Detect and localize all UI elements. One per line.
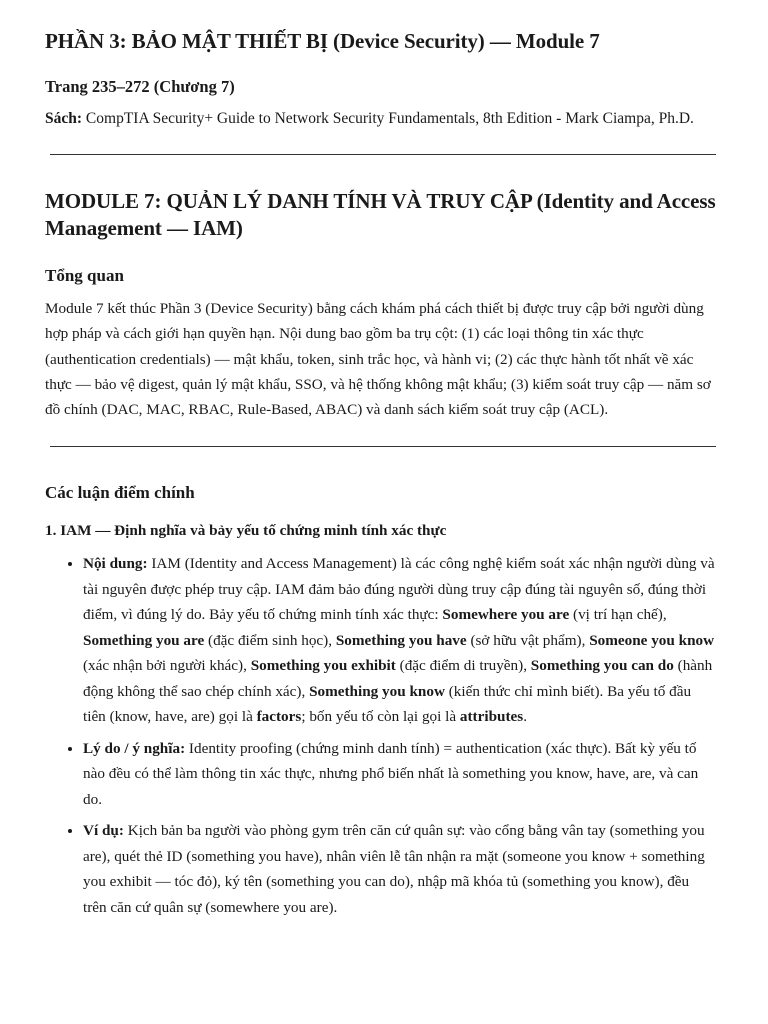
example-label: Ví dụ:: [83, 822, 124, 840]
book-text: CompTIA Security+ Guide to Network Security Fundamentals, 8th Edition - Mark Ciampa, Ph.D.: [82, 110, 694, 127]
point-1-heading: 1. IAM — Định nghĩa và bảy yếu tố chứng minh tính xác thực: [45, 522, 447, 540]
bold-term: Something you are: [83, 631, 205, 649]
reason-text: Identity proofing (chứng minh danh tính) = authentication (xác thực). Bất kỳ yếu tố nào đều có thể làm thông tin xác thực, nhưng phổ biến nhất là something you know, have, are, và can do.: [83, 739, 699, 808]
part-title: PHẦN 3: BẢO MẬT THIẾT BỊ (Device Security) — Module 7: [45, 29, 600, 53]
overview-heading: Tổng quan: [45, 266, 124, 285]
key-points-heading: Các luận điểm chính: [45, 483, 195, 503]
bold-term: Someone you know: [589, 631, 715, 649]
book-label: Sách:: [45, 110, 83, 127]
module-title: MODULE 7: QUẢN LÝ DANH TÍNH VÀ TRUY CẬP (Identity and Access Management — IAM): [45, 189, 716, 240]
text-run: (vị trí hạn chế),: [569, 606, 667, 624]
divider: [50, 154, 716, 155]
content-label: Nội dung:: [83, 555, 148, 573]
bold-term: attributes: [459, 708, 524, 726]
list-item-example: [83, 818, 716, 920]
page-range: Trang 235–272 (Chương 7): [45, 77, 235, 96]
reason-label: Lý do / ý nghĩa:: [83, 739, 186, 757]
example-text: Kịch bản ba người vào phòng gym trên căn cứ quân sự: vào cổng bằng vân tay (something you are), quét thẻ ID (something you have), nhân viên lễ tân nhận ra mặt (someone you know + something you exhibit — tóc đỏ), ký tên (something you can do), nhập mã khóa tủ (something you know), đều trên căn cứ quân sự (somewhere you are).: [83, 822, 705, 916]
bold-term: Somewhere you are: [442, 606, 570, 624]
list-item-reason: [83, 736, 716, 813]
overview-paragraph: Module 7 kết thúc Phần 3 (Device Security) bằng cách khám phá cách thiết bị được truy cập bởi người dùng hợp pháp và cách giới hạn quyền hạn. Nội dung bao gồm ba trụ cột: (1) các loại thông tin xác thực (authentication credentials) — mật khẩu, token, sinh trắc học, và hành vi; (2) các thực hành tốt nhất về xác thực — bảo vệ digest, quản lý mật khẩu, SSO, và hệ thống không mật khẩu; (3) kiểm soát truy cập — năm sơ đồ chính (DAC, MAC, RBAC, Rule-Based, ABAC) và danh sách kiểm soát truy cập (ACL).: [45, 300, 711, 419]
bold-term: Something you can do: [530, 657, 674, 675]
point-1-list: [45, 551, 716, 920]
text-run: (đặc điểm sinh học),: [204, 631, 336, 649]
list-item-content: [83, 551, 716, 730]
book-reference: [45, 107, 716, 131]
text-run: (đặc điểm di truyền),: [395, 657, 531, 675]
text-run: IAM (Identity and Access Management) là các công nghệ kiểm soát xác nhận người dùng và tài nguyên được phép truy cập. IAM đảm bảo đúng người dùng truy cập đúng tài nguyên số, đúng thời điểm, vì đúng lý do. Bảy yếu tố chứng minh tính xác thực:: [83, 555, 715, 624]
text-run: .: [523, 708, 527, 726]
text-run: (xác nhận bởi người khác),: [83, 657, 251, 675]
text-run: (hành động không thể sao chép chính xác),: [83, 657, 713, 700]
text-run: (sở hữu vật phẩm),: [466, 631, 590, 649]
text-run: ; bốn yếu tố còn lại gọi là: [301, 708, 460, 726]
divider: [50, 446, 716, 447]
text-run: (kiến thức chỉ mình biết). Ba yếu tố đầu tiên (know, have, are) gọi là: [83, 682, 692, 726]
bold-term: Something you have: [335, 631, 467, 649]
bold-term: factors: [256, 708, 302, 726]
bold-term: Something you know: [309, 682, 445, 700]
bold-term: Something you exhibit: [250, 657, 396, 675]
